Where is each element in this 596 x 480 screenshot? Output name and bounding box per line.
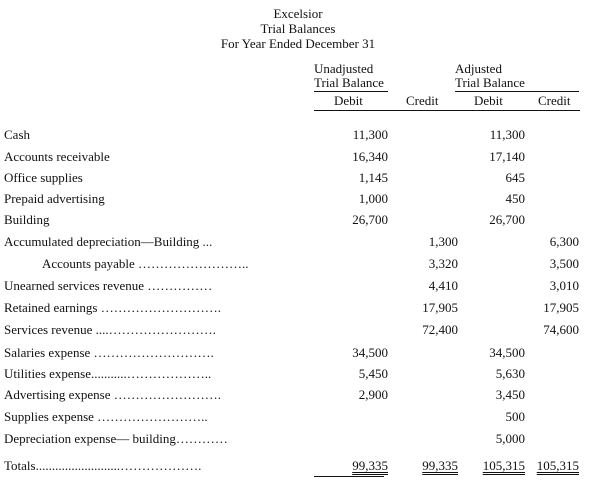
- unadjusted-heading-1: Unadjusted: [314, 61, 374, 76]
- unadjusted-debit-cell: 2,900: [358, 387, 388, 402]
- adjusted-credit-total: 105,315: [536, 458, 579, 473]
- account-label: Retained earnings ……………………….: [4, 300, 221, 315]
- unadjusted-debit-cell: 34,500: [352, 345, 388, 360]
- unadjusted-debit-cell: 26,700: [352, 212, 388, 227]
- unadjusted-debit-total: 99,335: [352, 458, 388, 473]
- unadjusted-debit-cell: 1,145: [358, 170, 388, 185]
- adjusted-debit-cell: 5,000: [495, 431, 525, 446]
- statement-period: For Year Ended December 31: [220, 36, 376, 51]
- adjusted-credit-cell: 3,010: [549, 278, 579, 293]
- account-label: Accounts receivable: [4, 149, 110, 164]
- unadjusted-credit-cell: 3,320: [428, 256, 458, 271]
- table-row: [0, 387, 596, 405]
- adjusted-debit-cell: 26,700: [489, 212, 525, 227]
- account-label: Services revenue ....…………………….: [4, 322, 216, 337]
- table-row: [0, 170, 596, 188]
- account-label: Prepaid advertising: [4, 191, 105, 206]
- adjusted-credit-cell: 74,600: [543, 322, 579, 337]
- account-label: Depreciation expense— building…………: [4, 431, 228, 446]
- adjusted-debit-cell: 645: [505, 170, 525, 185]
- account-label: Advertising expense …………………….: [4, 387, 222, 402]
- statement-title: Trial Balances: [260, 21, 336, 36]
- account-label: Salaries expense ……………………….: [4, 345, 214, 360]
- adjusted-debit-cell: 5,630: [495, 366, 525, 381]
- adjusted-debit-cell: 500: [505, 409, 525, 424]
- adjusted-debit-heading: Debit: [474, 93, 503, 108]
- adjusted-debit-cell: 17,140: [489, 149, 525, 164]
- account-label: Accounts payable ……………………..: [42, 256, 249, 271]
- table-row: [0, 431, 596, 449]
- totals-row: [0, 458, 596, 476]
- unadjusted-debit-bottom-rule: [314, 476, 384, 477]
- adjusted-heading-rule: [455, 91, 579, 92]
- account-label: Accumulated depreciation—Building ...: [4, 234, 213, 249]
- account-label: Utilities expense...........………………..: [4, 366, 212, 381]
- account-label: Building: [4, 212, 50, 227]
- table-row: [0, 300, 596, 318]
- unadjusted-debit-heading: Debit: [334, 93, 363, 108]
- unadjusted-debit-cell: 16,340: [352, 149, 388, 164]
- unadjusted-debit-cell: 1,000: [358, 191, 388, 206]
- adjusted-heading-1: Adjusted: [455, 61, 502, 76]
- table-row: [0, 345, 596, 363]
- unadjusted-credit-cell: 1,300: [428, 234, 458, 249]
- table-row: [0, 322, 596, 340]
- adjusted-debit-cell: 34,500: [489, 345, 525, 360]
- column-heading-bottom-rule: [314, 110, 580, 111]
- account-label: Office supplies: [4, 170, 83, 185]
- adjusted-credit-cell: 6,300: [549, 234, 579, 249]
- adjusted-credit-cell: 17,905: [543, 300, 579, 315]
- table-row: [0, 149, 596, 167]
- table-row: [0, 409, 596, 427]
- unadjusted-credit-total: 99,335: [422, 458, 458, 473]
- totals-label: Totals..........................……………….: [4, 458, 202, 473]
- unadjusted-debit-cell: 5,450: [358, 366, 388, 381]
- unadjusted-credit-cell: 72,400: [422, 322, 458, 337]
- adjusted-debit-total: 105,315: [482, 458, 525, 473]
- unadjusted-credit-heading: Credit: [406, 93, 439, 108]
- table-row: [0, 212, 596, 230]
- unadjusted-debit-heading-rule: [314, 91, 388, 92]
- table-row: [0, 366, 596, 384]
- company-name: Excelsior: [273, 6, 323, 21]
- table-row: [0, 256, 596, 274]
- adjusted-debit-cell: 11,300: [489, 127, 525, 142]
- unadjusted-heading-2: Trial Balance: [314, 75, 384, 90]
- unadjusted-debit-cell: 11,300: [352, 127, 388, 142]
- adjusted-credit-heading: Credit: [538, 93, 571, 108]
- adjusted-debit-cell: 3,450: [495, 387, 525, 402]
- unadjusted-credit-cell: 4,410: [428, 278, 458, 293]
- account-label: Unearned services revenue ……………: [4, 278, 213, 293]
- unadjusted-credit-cell: 17,905: [422, 300, 458, 315]
- table-row: [0, 278, 596, 296]
- table-row: [0, 127, 596, 145]
- adjusted-debit-cell: 450: [505, 191, 525, 206]
- table-row: [0, 234, 596, 252]
- table-row: [0, 191, 596, 209]
- account-label: Cash: [4, 127, 30, 142]
- adjusted-heading-2: Trial Balance: [455, 75, 525, 90]
- adjusted-credit-cell: 3,500: [549, 256, 579, 271]
- account-label: Supplies expense ……………………..: [4, 409, 208, 424]
